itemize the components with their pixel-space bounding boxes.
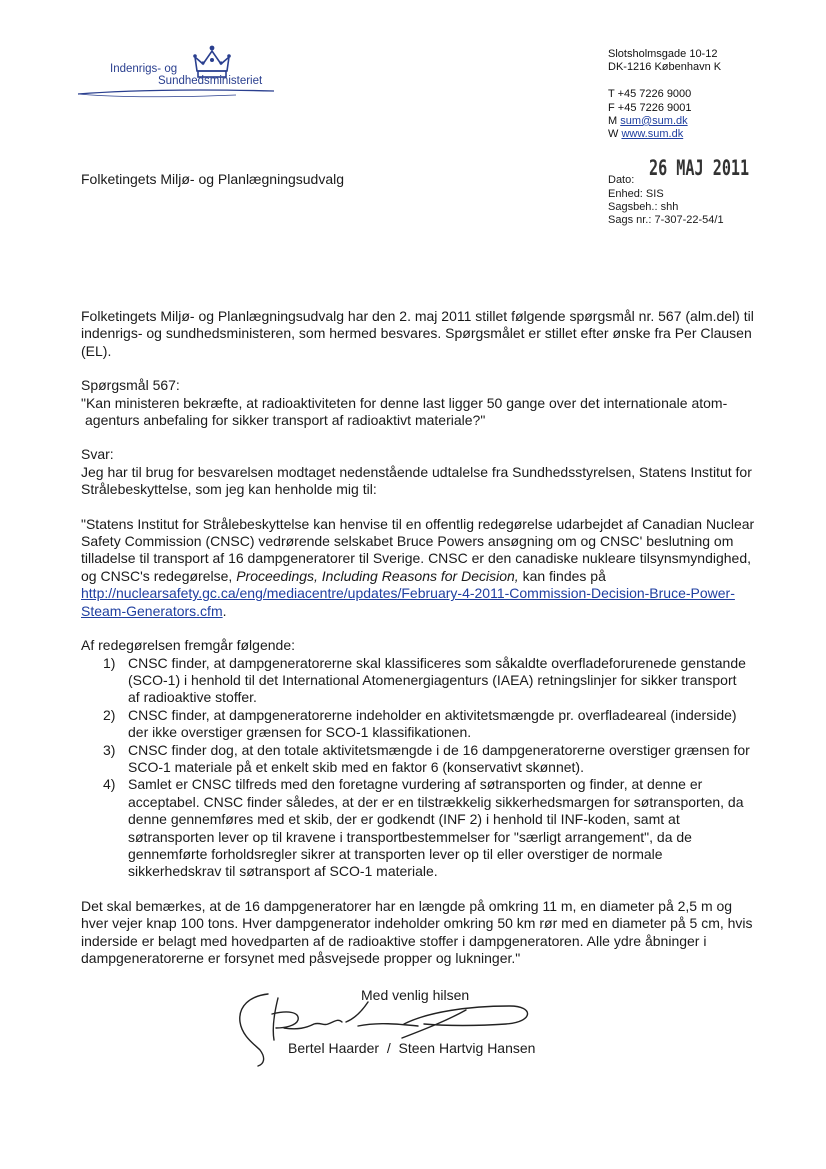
web-link[interactable]: www.sum.dk — [621, 128, 684, 141]
signatory-names: Bertel Haarder / Steen Hartvig Hansen — [288, 1040, 536, 1056]
meta-handler: Sagsbeh.: shh — [608, 201, 679, 214]
answer-heading: Svar: — [81, 446, 114, 463]
closing-line: dampgeneratorerne er forsynet med påsvejsede propper og lukninger." — [81, 950, 521, 966]
question-paragraph — [81, 377, 761, 429]
quote-line: "Statens Institut for Strålebeskyttelse kan henvise til en offentlig redegørelse udarbejdet af Canadian Nuclear — [81, 515, 755, 532]
list-line: CNSC finder, at dampgeneratorerne skal klassificeres som såkaldte overfladeforurenede genstande — [128, 654, 746, 671]
list-line: søtransporten lever op til kravene i transportbestemmelser for "særligt arrangement", da de — [128, 828, 692, 845]
list-line: SCO-1 materiale på et enkelt skib med en faktor 6 (konservativt skønnet). — [128, 758, 584, 775]
findings-heading: Af redegørelsen fremgår følgende: — [81, 637, 295, 654]
report-title: Proceedings, Including Reasons for Decision, — [236, 567, 519, 584]
quote-line: tilladelse til transport af 16 dampgeneratorer til Sverige. CNSC er den canadiske nukleare tilsynsmyndighed, — [81, 550, 752, 567]
address-mail-row — [608, 115, 808, 128]
list-line: acceptabel. CNSC finder således, at der er en tilstrækkelig sikkerhedsmargen for søtransporten, da — [128, 793, 744, 810]
list-item — [81, 707, 761, 742]
letter-body — [81, 308, 761, 967]
findings-list — [81, 655, 761, 881]
question-line: "Kan ministeren bekræfte, at radioaktiviteten for denne last ligger 50 gange over det internationale atom- — [81, 394, 728, 411]
list-item — [81, 742, 761, 777]
list-line: Samlet er CNSC tilfreds med den foretagne vurdering af søtransporten og finder, at denne er — [128, 776, 703, 793]
list-line: gennemførte forholdsregler sikrer at transporten lever op til eller overstiger de normale — [128, 845, 663, 862]
list-line: CNSC finder dog, at den totale aktivitetsmængde i de 16 dampgeneratorerne overstiger grænsen for — [128, 741, 750, 758]
mail-prefix: M — [608, 114, 618, 127]
answer-line: Strålebeskyttelse, som jeg kan henholde mig til: — [81, 481, 377, 498]
greeting: Med venlig hilsen — [361, 987, 470, 1003]
answer-line: Jeg har til brug for besvarelsen modtaget nedenstående udtalelse fra Sundhedsstyrelsen, Statens Institut for — [81, 463, 752, 480]
quote-line: og CNSC's redegørelse, — [81, 567, 237, 584]
logo-text-line1: Indenrigs- og — [110, 63, 178, 75]
quote-line: Safety Commission (CNSC) vedrørende selskabet Bruce Powers ansøgning om og CNSC' beslutning om — [81, 533, 734, 550]
list-line: denne gennemføres med et skib, der er godkendt (INF 2) i henhold til INF-koden, samt at — [128, 811, 680, 828]
meta-case-no: Sags nr.: 7-307-22-54/1 — [608, 214, 724, 227]
logo-swoosh — [76, 86, 276, 100]
list-line: (SCO-1) i henhold til det International Atomenergiagenturs (IAEA) retningslinjer for sikker transport — [128, 671, 737, 688]
date-label: Dato: — [608, 174, 635, 186]
address-web-row — [608, 128, 808, 141]
closing-line: inderside er belagt med hovedparten af de radioaktive stoffer i dampgeneratoren. Alle ydre åbninger i — [81, 932, 707, 949]
list-line: af radioaktive stoffer. — [128, 689, 257, 706]
list-item — [81, 655, 761, 707]
list-line: der ikke overstiger grænsen for SCO-1 klassifikationen. — [128, 724, 472, 741]
closing-line: hver vejer knap 100 tons. Hver dampgenerator indeholder omkring 50 km rør med en diameter på 5 cm, hvis — [81, 915, 753, 932]
address-city: DK-1216 København K — [608, 61, 722, 74]
list-line: CNSC finder, at dampgeneratorerne indeholder en aktivitetsmængde pr. overfladeareal (inderside) — [128, 706, 737, 723]
list-number: 4) — [103, 776, 116, 793]
quote-paragraph — [81, 516, 761, 620]
list-line: sikkerhedskrav til søtransport af SCO-1 materiale. — [128, 863, 438, 880]
list-item — [81, 776, 761, 880]
date-row — [608, 156, 808, 188]
date-stamp: 26 MAJ 2011 — [649, 156, 750, 180]
address-street: Slotsholmsgade 10-12 — [608, 48, 718, 60]
web-prefix: W — [608, 128, 619, 141]
question-line: agenturs anbefaling for sikker transport af radioaktivt materiale?" — [85, 412, 486, 429]
answer-paragraph — [81, 446, 761, 498]
mail-link[interactable]: sum@sum.dk — [620, 114, 688, 127]
list-number: 2) — [103, 706, 116, 723]
recipient: Folketingets Miljø- og Planlægningsudvalg — [81, 171, 345, 187]
closing-line: Det skal bemærkes, at de 16 dampgeneratorer har en længde på omkring 11 m, en diameter på 2,5 m og — [81, 897, 733, 914]
address-block — [608, 48, 808, 141]
intro-paragraph — [81, 308, 761, 360]
report-link-continued[interactable]: Steam-Generators.cfm — [81, 602, 223, 619]
question-heading: Spørgsmål 567: — [81, 377, 180, 394]
address-fax: F +45 7226 9001 — [608, 101, 692, 114]
intro-line: (EL). — [81, 342, 112, 359]
quote-line: kan findes på — [518, 567, 606, 584]
address-phone: T +45 7226 9000 — [608, 88, 692, 101]
intro-line: Folketingets Miljø- og Planlægningsudvalg har den 2. maj 2011 stillet følgende spørgsmål nr. 567 (alm.del) til — [81, 308, 754, 324]
list-number: 3) — [103, 741, 116, 758]
intro-line: indenrigs- og sundhedsministeren, som hermed besvares. Spørgsmålet er stillet efter ønske fra Per Clausen — [81, 325, 752, 342]
link-period: . — [222, 602, 227, 619]
meta-unit: Enhed: SIS — [608, 188, 664, 200]
meta-block — [608, 156, 808, 228]
report-link[interactable]: http://nuclearsafety.gc.ca/eng/mediacentre/updates/February-4-2011-Commission-Decision-Bruce-Power- — [81, 585, 735, 602]
ministry-logo — [76, 44, 276, 100]
logo-text-line2: Sundhedsministeriet — [158, 75, 263, 87]
list-number: 1) — [103, 654, 116, 671]
closing-paragraph — [81, 898, 761, 968]
